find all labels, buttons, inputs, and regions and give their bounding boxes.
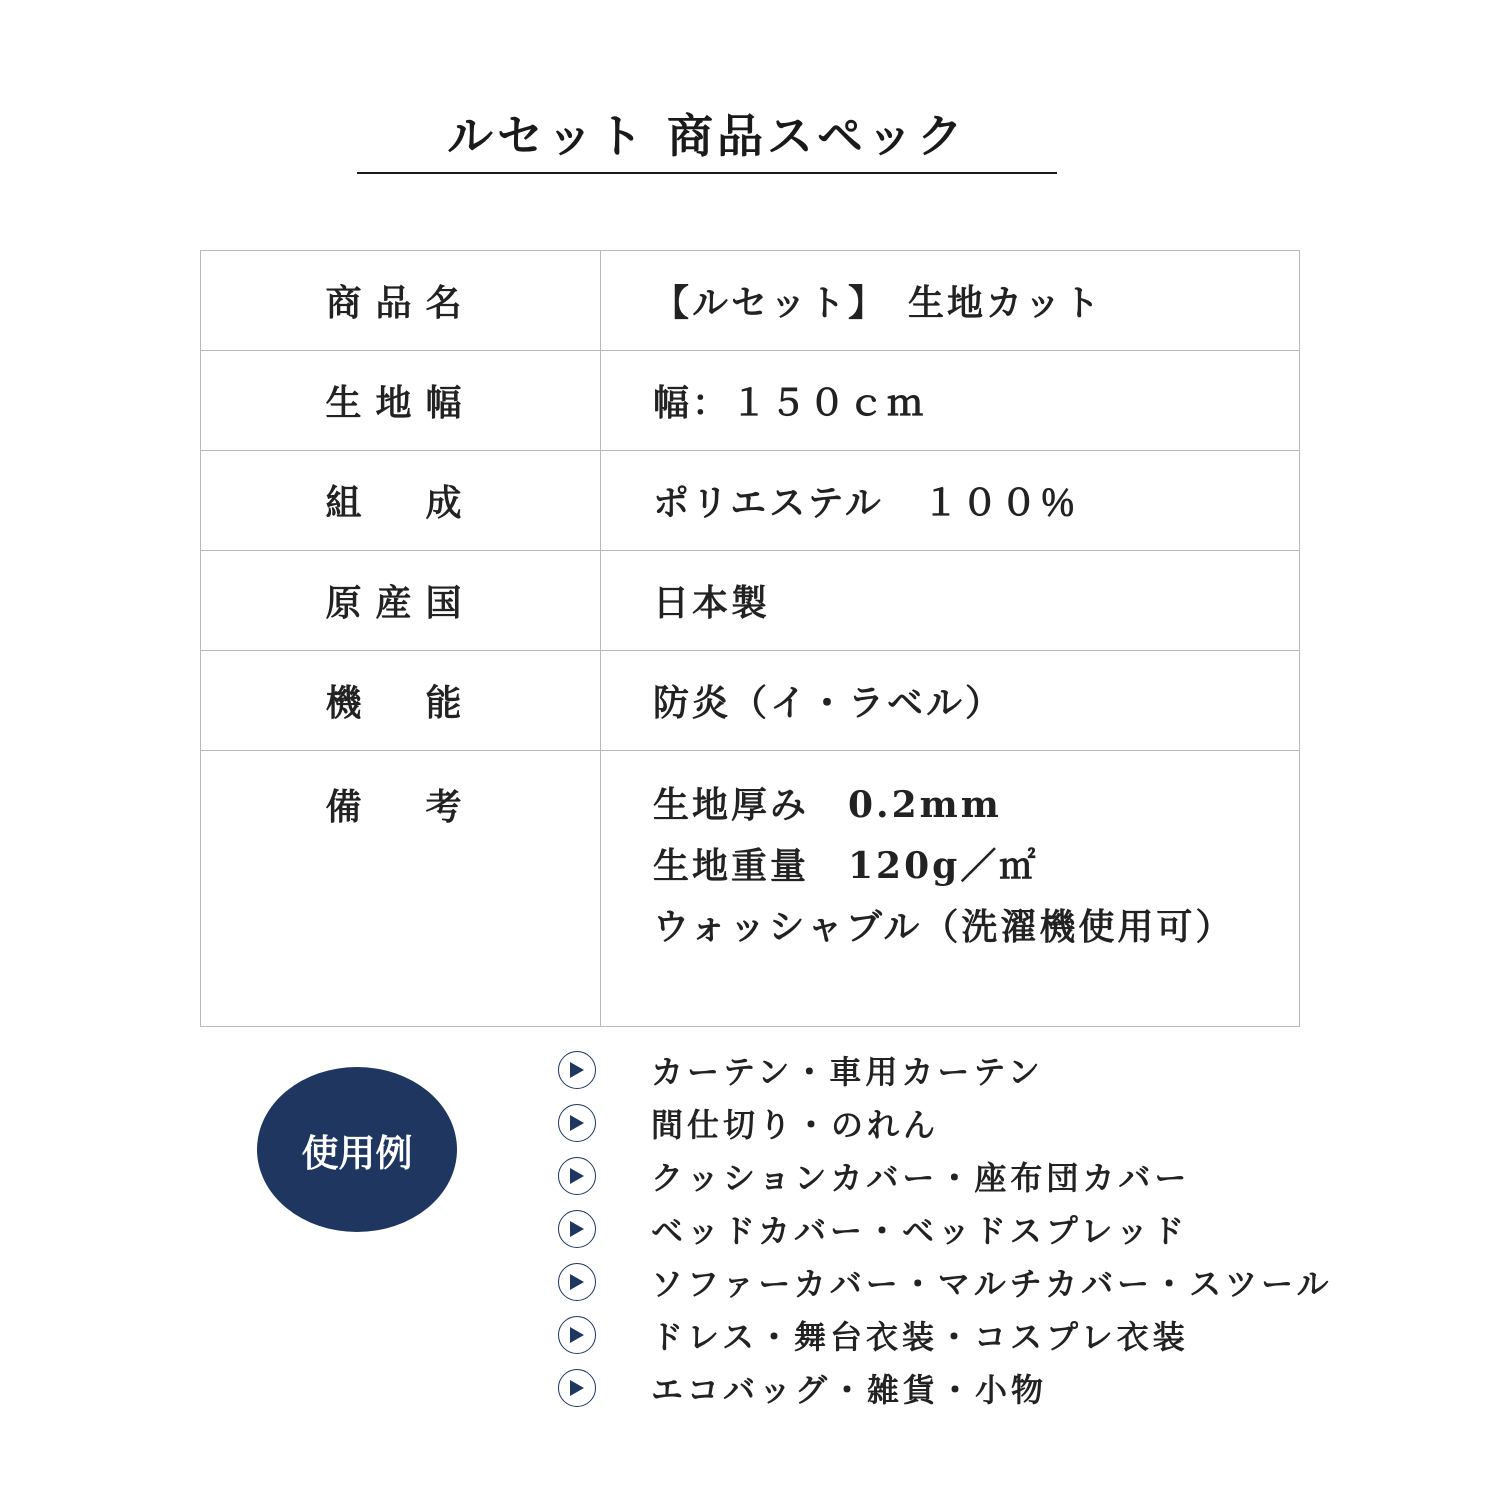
use-item-label: カーテン・車用カーテン xyxy=(651,1052,1044,1091)
play-circle-icon xyxy=(558,1263,596,1301)
page-title: ルセット 商品スペック xyxy=(446,109,967,163)
uses-badge: 使用例 xyxy=(257,1067,457,1232)
play-circle-icon xyxy=(558,1210,596,1248)
spec-label: 機 能 xyxy=(201,651,601,751)
title-underline xyxy=(357,172,1057,174)
spec-value: ポリエステル １００％ xyxy=(601,451,1300,551)
play-circle-icon xyxy=(558,1104,596,1142)
play-circle-icon xyxy=(558,1051,596,1089)
use-item-label: エコバッグ・雑貨・小物 xyxy=(651,1370,1048,1409)
note-line: ウォッシャブル（洗濯機使用可） xyxy=(653,906,1235,948)
use-item-label: ドレス・舞台衣装・コスプレ衣装 xyxy=(651,1317,1189,1356)
note-line: 生地厚み 0.2mm xyxy=(653,784,1002,826)
list-item xyxy=(558,1361,1332,1414)
spec-notes-value xyxy=(601,751,1300,1027)
list-item xyxy=(558,1096,1332,1149)
spec-label: 原産国 xyxy=(201,551,601,651)
spec-row-product-name xyxy=(201,251,1300,351)
spec-label: 生地幅 xyxy=(201,351,601,451)
spec-value: 日本製 xyxy=(601,551,1300,651)
spec-row-width xyxy=(201,351,1300,451)
spec-label: 組 成 xyxy=(201,451,601,551)
spec-label: 商品名 xyxy=(201,251,601,351)
use-item-label: 間仕切り・のれん xyxy=(651,1105,940,1144)
note-line: 生地重量 120g／㎡ xyxy=(653,845,1039,887)
spec-table xyxy=(200,250,1300,1027)
spec-label: 備 考 xyxy=(201,751,601,1027)
list-item xyxy=(558,1202,1332,1255)
uses-list xyxy=(558,1043,1332,1414)
use-item-label: ソファーカバー・マルチカバー・スツール xyxy=(651,1264,1333,1303)
list-item xyxy=(558,1308,1332,1361)
spec-value: 防炎（イ・ラベル） xyxy=(601,651,1300,751)
spec-row-composition xyxy=(201,451,1300,551)
list-item xyxy=(558,1043,1332,1096)
spec-value: 幅：１５０ｃｍ xyxy=(601,351,1300,451)
use-item-label: クッションカバー・座布団カバー xyxy=(651,1158,1191,1197)
spec-row-origin xyxy=(201,551,1300,651)
spec-row-function xyxy=(201,651,1300,751)
use-item-label: ベッドカバー・ベッドスプレッド xyxy=(651,1211,1189,1250)
play-circle-icon xyxy=(558,1316,596,1354)
list-item xyxy=(558,1149,1332,1202)
spec-row-notes xyxy=(201,751,1300,1027)
spec-value: 【ルセット】 生地カット xyxy=(601,251,1300,351)
play-circle-icon xyxy=(558,1157,596,1195)
play-circle-icon xyxy=(558,1369,596,1407)
list-item xyxy=(558,1255,1332,1308)
